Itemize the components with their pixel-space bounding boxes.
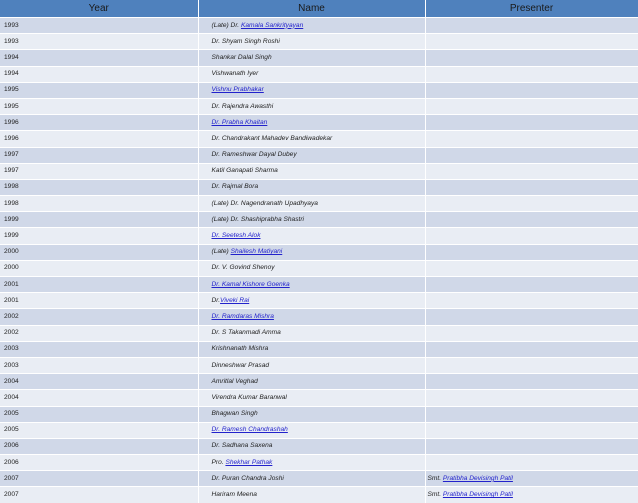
- presenter-cell: [425, 309, 638, 325]
- table-row: [0, 422, 638, 438]
- presenter-cell: [425, 196, 638, 212]
- presenter-cell: [425, 228, 638, 244]
- name-cell: [198, 147, 425, 163]
- table-row: [0, 66, 638, 82]
- name-cell: [198, 131, 425, 147]
- presenter-cell: [425, 18, 638, 34]
- year-cell: 2000: [0, 244, 198, 260]
- year-cell: 2003: [0, 357, 198, 373]
- name-cell: [198, 390, 425, 406]
- table-row: [0, 115, 638, 131]
- name-text: Dr. Rameshwar Dayal Dubey: [211, 151, 297, 159]
- table-row: [0, 147, 638, 163]
- name-text: Amritlal Veghad: [211, 377, 258, 385]
- name-link[interactable]: Shekhar Pathak: [225, 458, 273, 466]
- name-link[interactable]: Dr. Ramesh Chandrashah: [211, 426, 288, 434]
- name-text: Dr. Puran Chandra Joshi: [211, 474, 284, 482]
- year-cell: 1998: [0, 196, 198, 212]
- year-cell: 1998: [0, 179, 198, 195]
- year-cell: 1999: [0, 212, 198, 228]
- presenter-cell: [425, 422, 638, 438]
- year-cell: 2000: [0, 260, 198, 276]
- presenter-cell: [425, 98, 638, 114]
- name-text: Katil Ganapati Sharma: [211, 167, 278, 175]
- name-text: (Late): [211, 248, 231, 256]
- name-link[interactable]: Shailesh Matiyani: [230, 248, 283, 256]
- table-row: [0, 341, 638, 357]
- year-cell: 2005: [0, 406, 198, 422]
- presenter-cell: [425, 163, 638, 179]
- name-text: Virendra Kumar Baranwal: [211, 393, 287, 401]
- presenter-cell: [425, 438, 638, 454]
- year-cell: 1997: [0, 163, 198, 179]
- name-cell: [198, 82, 425, 98]
- table-row: [0, 98, 638, 114]
- presenter-title: Smt.: [427, 474, 443, 482]
- year-cell: 1995: [0, 82, 198, 98]
- name-link[interactable]: Dr. Seetesh Alok: [211, 232, 261, 240]
- name-text: Hariram Meena: [211, 491, 257, 499]
- presenter-link[interactable]: Pratibha Devisingh Patil: [442, 491, 513, 499]
- presenter-cell: [425, 260, 638, 276]
- name-text: Dr. Chandrakant Mahadev Bandiwadekar: [211, 134, 333, 142]
- name-link[interactable]: Dr. Kamal Kishore Goenka: [211, 280, 290, 288]
- presenter-cell: [425, 374, 638, 390]
- presenter-cell: [425, 82, 638, 98]
- presenter-cell: [425, 325, 638, 341]
- table-row: [0, 212, 638, 228]
- name-column-header: Name: [198, 0, 425, 18]
- table-row: [0, 293, 638, 309]
- presenter-cell: [425, 179, 638, 195]
- name-cell: [198, 374, 425, 390]
- name-cell: [198, 212, 425, 228]
- table-row: [0, 438, 638, 454]
- table-row: [0, 82, 638, 98]
- table-row: [0, 406, 638, 422]
- name-cell: [198, 179, 425, 195]
- name-text: Dinneshwar Prasad: [211, 361, 270, 369]
- table-header: [0, 0, 638, 18]
- presenter-cell: [425, 455, 638, 471]
- year-cell: 1994: [0, 66, 198, 82]
- name-text: Dr. Shyam Singh Roshi: [211, 37, 280, 45]
- name-text: (Late) Dr. Shashiprabha Shastri: [211, 215, 304, 223]
- table-row: [0, 390, 638, 406]
- presenter-cell: [425, 131, 638, 147]
- name-cell: [198, 438, 425, 454]
- name-cell: [198, 196, 425, 212]
- presenter-cell: [425, 277, 638, 293]
- year-cell: 2005: [0, 422, 198, 438]
- year-cell: 1995: [0, 98, 198, 114]
- header-row: [0, 0, 638, 18]
- year-cell: 2001: [0, 293, 198, 309]
- year-cell: 2003: [0, 341, 198, 357]
- table-row: [0, 260, 638, 276]
- table-row: [0, 34, 638, 50]
- year-column-header: Year: [0, 0, 198, 18]
- presenter-cell: [425, 147, 638, 163]
- name-cell: [198, 277, 425, 293]
- name-cell: [198, 244, 425, 260]
- name-cell: [198, 325, 425, 341]
- name-cell: [198, 260, 425, 276]
- presenter-cell: [425, 390, 638, 406]
- table-row: [0, 455, 638, 471]
- table-row: [0, 18, 638, 34]
- year-cell: 1997: [0, 147, 198, 163]
- table-row: [0, 163, 638, 179]
- table-row: [0, 228, 638, 244]
- year-cell: 2002: [0, 325, 198, 341]
- name-link[interactable]: Dr. Prabha Khaitan: [211, 118, 268, 126]
- year-cell: 2001: [0, 277, 198, 293]
- name-text: Krishnanath Mishra: [211, 345, 269, 353]
- year-cell: 1996: [0, 115, 198, 131]
- presenter-cell: [425, 406, 638, 422]
- table-body: [0, 18, 638, 503]
- name-text: Dr. V. Govind Shenoy: [211, 264, 275, 272]
- name-text: (Late) Dr. Nagendranath Upadhyaya: [211, 199, 318, 207]
- presenter-title: Smt.: [427, 491, 443, 499]
- name-cell: [198, 50, 425, 66]
- year-cell: 2004: [0, 390, 198, 406]
- name-text: Pro.: [211, 458, 226, 466]
- table-row: [0, 50, 638, 66]
- table-row: [0, 487, 638, 503]
- year-cell: 1996: [0, 131, 198, 147]
- name-text: Dr. Sadhana Saxena: [211, 442, 273, 450]
- name-cell: [198, 34, 425, 50]
- presenter-link[interactable]: Pratibha Devisingh Patil: [442, 474, 513, 482]
- name-text: Dr. Rajmal Bora: [211, 183, 259, 191]
- presenter-cell: [425, 34, 638, 50]
- year-cell: 1994: [0, 50, 198, 66]
- name-cell: [198, 18, 425, 34]
- name-text: Dr. S Takanmadi Amma: [211, 329, 281, 337]
- name-cell: [198, 228, 425, 244]
- presenter-cell: [425, 115, 638, 131]
- name-cell: [198, 341, 425, 357]
- year-cell: 2006: [0, 455, 198, 471]
- name-text: (Late) Dr.: [211, 21, 241, 29]
- name-cell: [198, 98, 425, 114]
- presenter-cell: [425, 341, 638, 357]
- name-text: Dr. Rajendra Awasthi: [211, 102, 274, 110]
- name-text: Bhagwan Singh: [211, 410, 258, 418]
- year-cell: 1999: [0, 228, 198, 244]
- name-cell: [198, 422, 425, 438]
- name-link[interactable]: Kamala Sankrityayan: [240, 21, 304, 29]
- name-cell: [198, 163, 425, 179]
- name-cell: [198, 455, 425, 471]
- presenter-cell: [425, 66, 638, 82]
- name-cell: [198, 406, 425, 422]
- name-link[interactable]: Viveki Rai: [220, 296, 250, 304]
- name-cell: [198, 487, 425, 503]
- table-row: [0, 374, 638, 390]
- table-row: [0, 179, 638, 195]
- name-cell: [198, 357, 425, 373]
- name-link[interactable]: Vishnu Prabhakar: [211, 86, 264, 94]
- year-cell: 2004: [0, 374, 198, 390]
- year-cell: 1993: [0, 34, 198, 50]
- table-row: [0, 277, 638, 293]
- year-cell: 2006: [0, 438, 198, 454]
- year-cell: 2002: [0, 309, 198, 325]
- name-text: Shankar Dalal Singh: [211, 53, 272, 61]
- year-cell: 2007: [0, 487, 198, 503]
- presenter-cell: [425, 487, 638, 503]
- presenter-column-header: Presenter: [425, 0, 638, 18]
- name-text: Dr.: [211, 296, 221, 304]
- table-row: [0, 325, 638, 341]
- name-cell: [198, 115, 425, 131]
- table-row: [0, 244, 638, 260]
- name-cell: [198, 309, 425, 325]
- presenter-cell: [425, 293, 638, 309]
- presenter-cell: [425, 212, 638, 228]
- year-cell: 1993: [0, 18, 198, 34]
- name-cell: [198, 293, 425, 309]
- presenter-cell: [425, 244, 638, 260]
- year-cell: 2007: [0, 471, 198, 487]
- name-cell: [198, 66, 425, 82]
- table-row: [0, 309, 638, 325]
- table-row: [0, 131, 638, 147]
- presenter-cell: [425, 357, 638, 373]
- name-text: Vishwanath Iyer: [211, 70, 259, 78]
- table-row: [0, 196, 638, 212]
- presenter-cell: [425, 50, 638, 66]
- table-row: [0, 357, 638, 373]
- name-link[interactable]: Dr. Ramdaras Mishra: [211, 312, 274, 320]
